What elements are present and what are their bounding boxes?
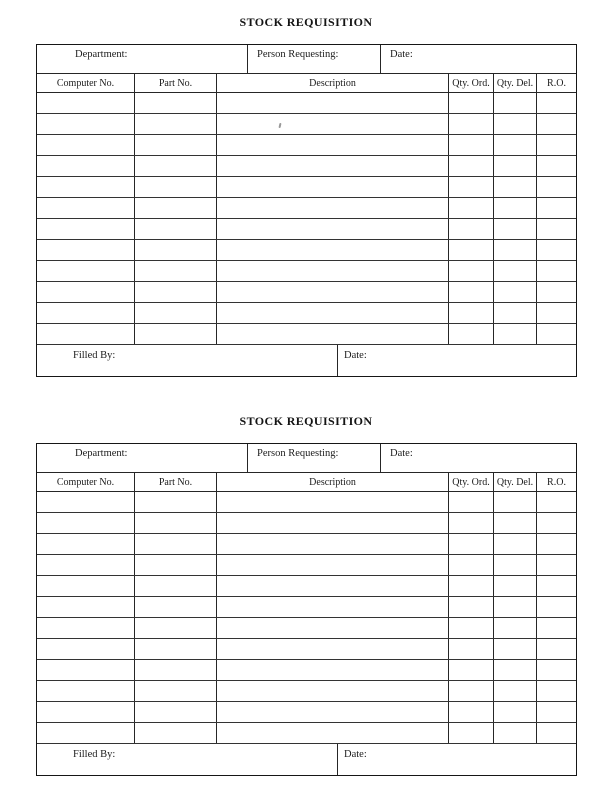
description-cell [217,723,449,743]
info-row [37,444,576,473]
ro-cell [537,723,576,743]
empty-data-row [37,576,576,597]
qty-ord-cell [449,93,494,113]
col-header-description: Description [217,74,449,92]
empty-data-row [37,555,576,576]
computer-no-cell [37,156,135,176]
footer-row [37,345,576,376]
description-cell [217,618,449,638]
description-cell [217,555,449,575]
qty-del-cell [494,576,537,596]
qty-del-cell [494,660,537,680]
ro-cell [537,702,576,722]
qty-del-cell [494,261,537,281]
part-no-cell [135,177,217,197]
qty-ord-cell [449,135,494,155]
computer-no-cell [37,114,135,134]
ro-cell [537,198,576,218]
ro-cell [537,114,576,134]
qty-ord-cell [449,639,494,659]
ro-cell [537,303,576,323]
ro-cell [537,93,576,113]
qty-ord-cell [449,555,494,575]
col-header-computer-no: Computer No. [37,473,135,491]
data-rows [37,492,576,744]
empty-data-row [37,597,576,618]
qty-ord-cell [449,114,494,134]
filled-by-field: Filled By: [37,345,338,376]
part-no-cell [135,534,217,554]
qty-ord-cell [449,282,494,302]
ro-cell [537,282,576,302]
description-cell [217,261,449,281]
empty-data-row [37,135,576,156]
part-no-cell [135,114,217,134]
ro-cell [537,555,576,575]
description-cell [217,639,449,659]
ro-cell [537,219,576,239]
empty-data-row [37,534,576,555]
computer-no-cell [37,555,135,575]
qty-ord-cell [449,702,494,722]
qty-del-cell [494,702,537,722]
empty-data-row [37,639,576,660]
description-cell [217,219,449,239]
qty-ord-cell [449,534,494,554]
computer-no-cell [37,261,135,281]
qty-ord-cell [449,240,494,260]
ro-cell [537,492,576,512]
footer-date-field: Date: [344,350,367,361]
part-no-cell [135,261,217,281]
computer-no-cell [37,513,135,533]
description-cell [217,240,449,260]
description-cell [217,492,449,512]
description-cell [217,597,449,617]
computer-no-cell [37,282,135,302]
part-no-cell [135,282,217,302]
empty-data-row [37,156,576,177]
computer-no-cell [37,660,135,680]
part-no-cell [135,618,217,638]
empty-data-row [37,660,576,681]
part-no-cell [135,681,217,701]
part-no-cell [135,219,217,239]
part-no-cell [135,660,217,680]
computer-no-cell [37,702,135,722]
computer-no-cell [37,303,135,323]
qty-del-cell [494,681,537,701]
qty-ord-cell [449,618,494,638]
qty-ord-cell [449,597,494,617]
qty-del-cell [494,618,537,638]
qty-del-cell [494,282,537,302]
empty-data-row [37,324,576,345]
qty-ord-cell [449,324,494,344]
empty-data-row [37,93,576,114]
ro-cell [537,681,576,701]
empty-data-row [37,177,576,198]
part-no-cell [135,156,217,176]
computer-no-cell [37,324,135,344]
col-header-part-no: Part No. [135,473,217,491]
description-cell [217,660,449,680]
part-no-cell [135,723,217,743]
person-requesting-field: Person Requesting: [248,444,381,472]
part-no-cell [135,93,217,113]
ro-cell [537,177,576,197]
info-row [37,45,576,74]
description-cell [217,156,449,176]
empty-data-row [37,618,576,639]
part-no-cell [135,702,217,722]
data-rows [37,93,576,345]
description-cell [217,198,449,218]
part-no-cell [135,576,217,596]
qty-ord-cell [449,681,494,701]
part-no-cell [135,639,217,659]
qty-del-cell [494,324,537,344]
description-cell [217,93,449,113]
empty-data-row [37,198,576,219]
part-no-cell [135,597,217,617]
computer-no-cell [37,618,135,638]
qty-ord-cell [449,660,494,680]
qty-ord-cell [449,177,494,197]
department-field: Department: [37,444,248,472]
qty-ord-cell [449,219,494,239]
qty-del-cell [494,135,537,155]
date-field: Date: [390,49,413,60]
col-header-computer-no: Computer No. [37,74,135,92]
footer-date-field: Date: [344,749,367,760]
computer-no-cell [37,198,135,218]
qty-ord-cell [449,492,494,512]
qty-del-cell [494,93,537,113]
part-no-cell [135,198,217,218]
ro-cell [537,324,576,344]
empty-data-row [37,261,576,282]
description-cell [217,513,449,533]
computer-no-cell [37,93,135,113]
col-header-qty-ord: Qty. Ord. [449,473,494,491]
ro-cell [537,660,576,680]
description-cell [217,576,449,596]
col-header-description: Description [217,473,449,491]
empty-data-row [37,513,576,534]
empty-data-row [37,303,576,324]
qty-ord-cell [449,513,494,533]
qty-ord-cell [449,723,494,743]
computer-no-cell [37,135,135,155]
date-field: Date: [390,448,413,459]
description-cell [217,534,449,554]
computer-no-cell [37,492,135,512]
qty-del-cell [494,303,537,323]
part-no-cell [135,513,217,533]
person-requesting-field: Person Requesting: [248,45,381,73]
empty-data-row [37,702,576,723]
empty-data-row [37,723,576,744]
qty-ord-cell [449,303,494,323]
computer-no-cell [37,219,135,239]
ro-cell [537,240,576,260]
computer-no-cell [37,240,135,260]
computer-no-cell [37,639,135,659]
qty-del-cell [494,177,537,197]
part-no-cell [135,492,217,512]
computer-no-cell [37,576,135,596]
qty-ord-cell [449,576,494,596]
ro-cell [537,597,576,617]
description-cell [217,324,449,344]
col-header-qty-del: Qty. Del. [494,473,537,491]
ro-cell [537,135,576,155]
filled-by-field: Filled By: [37,744,338,775]
description-cell [217,303,449,323]
part-no-cell [135,303,217,323]
description-cell [217,282,449,302]
col-header-part-no: Part No. [135,74,217,92]
form-box [36,44,577,377]
col-header-qty-del: Qty. Del. [494,74,537,92]
empty-data-row [37,114,576,135]
qty-del-cell [494,513,537,533]
qty-ord-cell [449,198,494,218]
department-field: Department: [37,45,248,73]
description-cell [217,114,449,134]
qty-del-cell [494,534,537,554]
computer-no-cell [37,723,135,743]
form-title: STOCK REQUISITION [239,15,373,29]
qty-ord-cell [449,156,494,176]
computer-no-cell [37,681,135,701]
empty-data-row [37,492,576,513]
footer-row [37,744,576,775]
ro-cell [537,261,576,281]
qty-del-cell [494,597,537,617]
qty-del-cell [494,240,537,260]
column-header-row [37,74,576,93]
ro-cell [537,639,576,659]
computer-no-cell [37,177,135,197]
qty-del-cell [494,156,537,176]
computer-no-cell [37,534,135,554]
ro-cell [537,618,576,638]
form-box [36,443,577,776]
part-no-cell [135,555,217,575]
part-no-cell [135,240,217,260]
column-header-row [37,473,576,492]
col-header-ro: R.O. [547,476,566,488]
part-no-cell [135,135,217,155]
description-cell [217,702,449,722]
empty-data-row [37,219,576,240]
ro-cell [537,534,576,554]
qty-del-cell [494,219,537,239]
form-title: STOCK REQUISITION [239,414,373,428]
ro-cell [537,576,576,596]
qty-ord-cell [449,261,494,281]
qty-del-cell [494,492,537,512]
computer-no-cell [37,597,135,617]
description-cell [217,681,449,701]
qty-del-cell [494,555,537,575]
qty-del-cell [494,639,537,659]
description-cell [217,135,449,155]
empty-data-row [37,681,576,702]
col-header-qty-ord: Qty. Ord. [449,74,494,92]
ro-cell [537,513,576,533]
qty-del-cell [494,723,537,743]
empty-data-row [37,240,576,261]
qty-del-cell [494,198,537,218]
description-cell [217,177,449,197]
part-no-cell [135,324,217,344]
stock-requisition-form-2 [0,399,612,792]
empty-data-row [37,282,576,303]
qty-del-cell [494,114,537,134]
col-header-ro: R.O. [547,77,566,89]
ro-cell [537,156,576,176]
